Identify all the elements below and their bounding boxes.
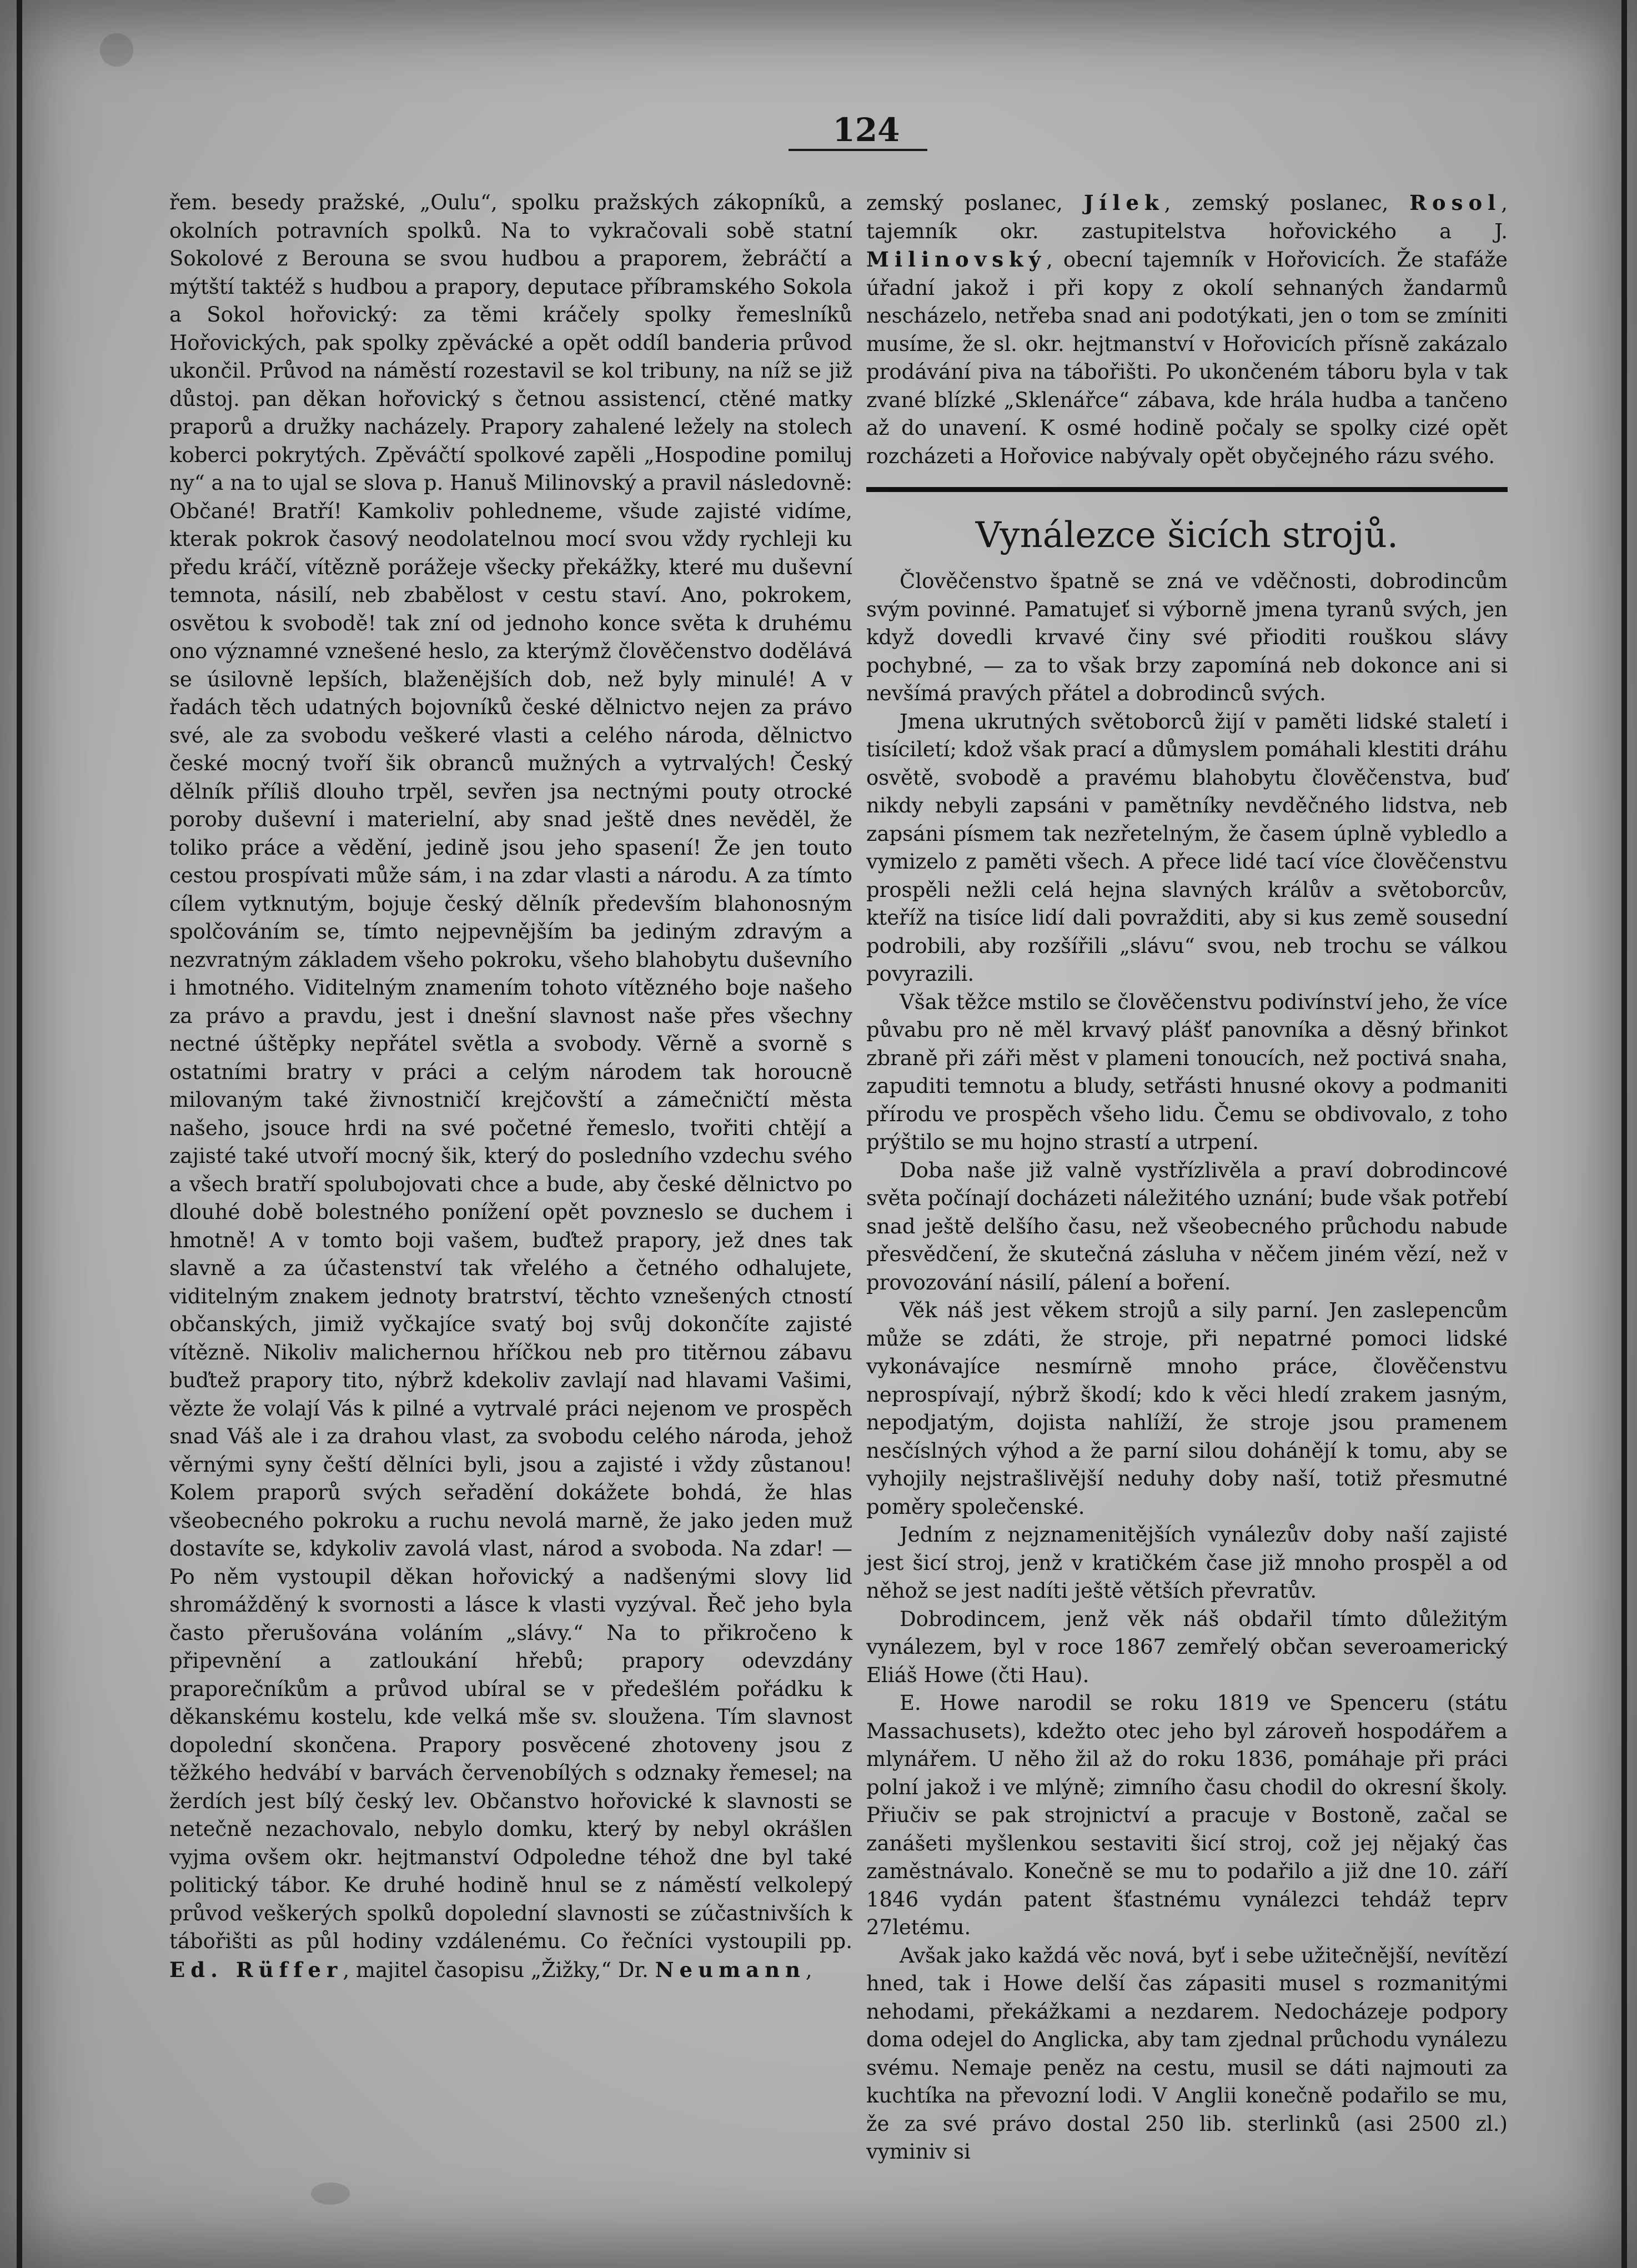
section-divider — [866, 487, 1508, 492]
right-column — [866, 189, 1508, 2166]
article-paragraph: E. Howe narodil se roku 1819 ve Spenceru (státu Massachusets), kdežto otec jeho byl zároveň hospodářem a mlynářem. U něho žil až do roku 1836, pomáhaje při práci polní jakož i ve mlýně; zimního času chodil do okresní školy. Přiučiv se pak strojnictví a pracuje v Bostoně, začal se zanášeti myšlenkou sestaviti šicí stroj, což jej nějaký čas zaměstnávalo. Konečně se mu to podařilo a již dne 10. září 1846 vydán patent šťastnému vynálezci tehdáž teprv 27letému. — [866, 1691, 1508, 1939]
right-text: zemský poslanec, — [866, 191, 1063, 215]
page-number-rule — [789, 149, 927, 151]
left-paragraph — [169, 189, 852, 1984]
right-text: , zemský poslanec, — [1164, 191, 1389, 215]
speaker-name: Jílek — [1083, 190, 1164, 215]
article-paragraph: Však těžce mstilo se člověčenstvu podivínství jeho, že více půvabu pro ně měl krvavý plášť panovníka a děsný břinkot zbraně při záři měst v plameni tonoucích, než poctivá snaha, zapuditi temnotu a bludy, setřásti hnusné okovy a podmaniti přírodu ve prospěch všeho lidu. Čemu se obdivovalo, z toho prýštilo se mu hojno strastí a utrpení. — [866, 990, 1508, 1154]
scan-smudge — [100, 33, 133, 67]
article-paragraph: Avšak jako každá věc nová, byť i sebe užitečnější, nevítězí hned, tak i Howe delší čas zápasiti musel s rozmanitými nehodami, překážkami a nezdarem. Nedocházeje podpory doma odejel do Anglicka, aby tam zjednal průchodu vynálezu svému. Nemaje peněz na cestu, musil se dáti najmouti za kuchtíka na převozní lodi. V Anglii konečně podařilo se mu, že za své právo dostal 250 lib. sterlinků (asi 2500 zl.) vyminiv si — [866, 1943, 1508, 2164]
left-text: řem. besedy pražské, „Oulu“, spolku pražských zákopníků, a okolních potravních spolků. Na to vykračovali sobě statní Sokolové z Berouna se svou hudbou a praporem, žebráčtí a mýtští taktéž s hudbou a prapory, deputace příbramského Sokola a Sokol hořovický: za těmi kráčely spolky řemeslníků Hořovických, pak spolky zpěvácké a opět oddíl banderia průvod ukončil. Průvod na náměstí rozestavil se kol tribuny, na níž se již důstoj. pan děkan hořovický s četnou assistencí, ctěné matky praporů a družky nacházely. Prapory zahalené ležely na stolech koberci pokrytých. Zpěváčtí spolkové zapěli „Hospodine pomiluj ny“ a na to ujal se slova p. Hanuš Milinovský a pravil následovně: Občané! Bratří! Kamkoliv pohledneme, všude zajisté vidíme, kterak pokrok časový neodolatelnou mocí svou vždy rychleji ku předu kráčí, vítězně porážeje všecky překážky, které mu duševní temnota, násilí, neb zbabělost v cestu staví. Ano, pokrokem, osvětou k svobodě! tak zní od jednoho konce světa k druhému ono významné vznešené heslo, za kterýmž člověčenstvo dodělává se úsilovně lepších, blaženějších dob, než byly minulé! A v řadách těch udatných bojovníků české dělnictvo nejen za právo své, ale za svobodu veškeré vlasti a celého národa, dělnictvo české mocný tvoří šik obranců mužných a vytrvalých! Český dělník příliš dlouho trpěl, sevřen jsa nectnými pouty otrocké poroby duševní i materielní, aby snad ještě dnes nevěděl, že toliko práce a vědění, jedině jsou jeho spasení! Že jen touto cestou prospívati může sám, i na zdar vlasti a národu. A za tímto cílem vytknutým, bojuje český dělník především blahonosným spolčováním se, tímto nejpevnějším ba jediným zdravým a nezvratným základem všeho pokroku, všeho blahobytu duševního i hmotného. Viditelným znamením tohoto vítězného boje našeho za právo a pravdu, jest i dnešní slavnost naše přes všechny nectné úštěpky nepřátel světla a svobody. Věrně a svorně s ostatními bratry v práci a celým národem tak horoucně milovaným také živnostničí krejčovští a zámečničtí města našeho, jsouce hrdi na své početné řemeslo, tvořiti chtějí a zajisté také utvoří mocný šik, který do posledního vzdechu svého a všech bratří spolubojovati chce a bude, aby české dělnictvo po dlouhé době bolestného ponížení opět povzneslo se duchem i hmotně! A v tomto boji vašem, buďtež prapory, jež dnes tak slavně a za účastenství tak vřelého a četného odhalujete, viditelným znakem jednoty bratrství, těchto vznešených ctností občanských, jimiž vyčkajíce svatý boj svůj dokončíte zajisté vítězně. Nikoliv malichernou hříčkou neb pro titěrnou zábavu buďtež prapory tito, nýbrž kdekoliv zavlají nad hlavami Vašimi, vězte že volají Vás k pilné a vytrvalé práci nejenom ve prospěch snad Váš ale i za drahou vlast, za svobodu celého národa, jehož věrnými syny čeští dělníci byli, jsou a zajisté i vždy zůstanou! Kolem praporů svých seřadění dokážete bohdá, že hlas všeobecného pokroku a ruchu nevolá marně, že jako jeden muž dostavíte se, kdykoliv zavolá vlast, národ a svoboda. Na zdar! — Po něm vystoupil děkan hořovický a nadšenými slovy lid shromážděný k svornosti a lásce k vlasti vyzýval. Řeč jeho byla často přerušována voláním „slávy.“ Na to přikročeno k připevnění a zatloukání hřebů; prapory odevzdány praporečníkům a průvod ubíral se v předešlém pořádku k děkanskému kostelu, kde velká mše sv. sloužena. Tím slavnost dopolední skončena. Prapory posvěcené zhotoveny jsou z těžkého hedvábí v barvách červenobílých s odznaky řemesel; na žerdích jest bílý český lev. Občanstvo hořovické k slavnosti se netečně nezachovalo, nebylo domku, který by nebyl okrášlen vyjma ovšem okr. hejtmanství Odpoledne téhož dne byl také politický tábor. Ke druhé hodině hnul se z náměstí velkolepý průvod veškerých spolků dopolední slavnosti se zúčastnivších k tábořišti as půl hodiny vzdálenému. Co řečníci vystoupili pp. — [169, 190, 852, 1953]
right-text: , tajemník okr. zastupitelstva hořovického a J. — [866, 191, 1508, 243]
scan-border-left — [17, 0, 22, 2268]
scan-smudge — [311, 2182, 350, 2205]
left-column — [169, 189, 852, 1984]
left-text: , majitel časopisu „Žižky,“ Dr. — [343, 1958, 649, 1982]
speaker-name: Ed. Rüffer — [169, 1957, 343, 1982]
article-title: Vynálezce šicích strojů. — [975, 515, 1399, 556]
speaker-name: Milinovský — [866, 247, 1047, 272]
article-paragraph: Jedním z nejznamenitějších vynálezův doby naší zajisté jest šicí stroj, jenž v kratičkém čase již mnoho prospěl a od něhož se jest nadíti ještě větších převratův. — [866, 1523, 1508, 1603]
speaker-name: Neumann — [655, 1957, 806, 1982]
right-text: , obecní tajemník v Hořovicích. Že stafáže úřadní jakož i při kopy z okolí sehnaných žandarmů nescházelo, netřeba snad ani podotýkati, jen o tom se zmíniti musíme, že sl. okr. hejtmanství v Hořovicích přísně zakázalo prodávání piva na tábořišti. Po ukončeném táboru byla v tak zvané blízké „Sklenářce“ zábava, kde hrála hudba a tančeno až do unavení. K osmé hodině počaly se spolky cizé opět rozcházeti a Hořovice nabývaly opět obyčejného rázu svého. — [866, 248, 1508, 468]
article-paragraph: Věk náš jest věkem strojů a sily parní. Jen zaslepencům může se zdáti, že stroje, při nepatrné pomoci lidské vykonávajíce nesmírně mnoho práce, člověčenstvu neprospívají, nýbrž škodí; kdo k věci hledí zrakem jasným, nepodjatým, dojista nahlíží, že stroje jsou pramenem nesčíslných výhod a že parní silou dohánějí k tomu, aby se vyhojily nejstrašlivější neduhy doby naší, totiž přesmutné poměry společenské. — [866, 1298, 1508, 1519]
right-paragraph — [866, 189, 1508, 470]
left-text: , — [805, 1958, 812, 1982]
scan-border-right — [1621, 0, 1627, 2268]
page-number: 124 — [832, 111, 900, 149]
article-paragraph: Doba naše již valně vystřízlivěla a praví dobrodincové světa počínají docházeti náležitého uznání; bude však potřebí snad ještě delšího času, než všeobecného průchodu nabude přesvědčení, že skutečná zásluha v něčem jiném vězí, než v provozování násilí, pálení a boření. — [866, 1158, 1508, 1294]
article-paragraph: Jmena ukrutných světoborců žijí v paměti lidské staletí i tisíciletí; kdož však prací a důmyslem pomáhali klestiti dráhu osvětě, svobodě a pravému blahobytu člověčenstva, buď nikdy nebyli zapsáni v pamětníky nevděčného lidstva, neb zapsáni písmem tak nezřetelným, že časem úplně vybledlo a vymizelo z paměti všech. A přece lidé tací více člověčenstvu prospěli nežli celá hejna slavných králův a světoborcův, kteříž na tisíce lidí dali povražditi, aby si kus země sousední podrobili, aby rozšířili „slávu“ svou, neb trochu se válkou povyrazili. — [866, 709, 1508, 986]
article-paragraph: Člověčenstvo špatně se zná ve vděčnosti, dobrodincům svým povinné. Pamatujeť si výborně jmena tyranů svých, jen když dovedli krvavé činy své přioditi rouškou slávy pochybné, — za to však brzy zapomíná neb dokonce ani si nevšímá pravých přátel a dobrodinců svých. — [866, 569, 1508, 705]
article-paragraph: Dobrodincem, jenž věk náš obdařil tímto důležitým vynálezem, byl v roce 1867 zemřelý občan severoamerický Eliáš Howe (čti Hau). — [866, 1607, 1508, 1687]
speaker-name: Rosol — [1409, 190, 1502, 215]
